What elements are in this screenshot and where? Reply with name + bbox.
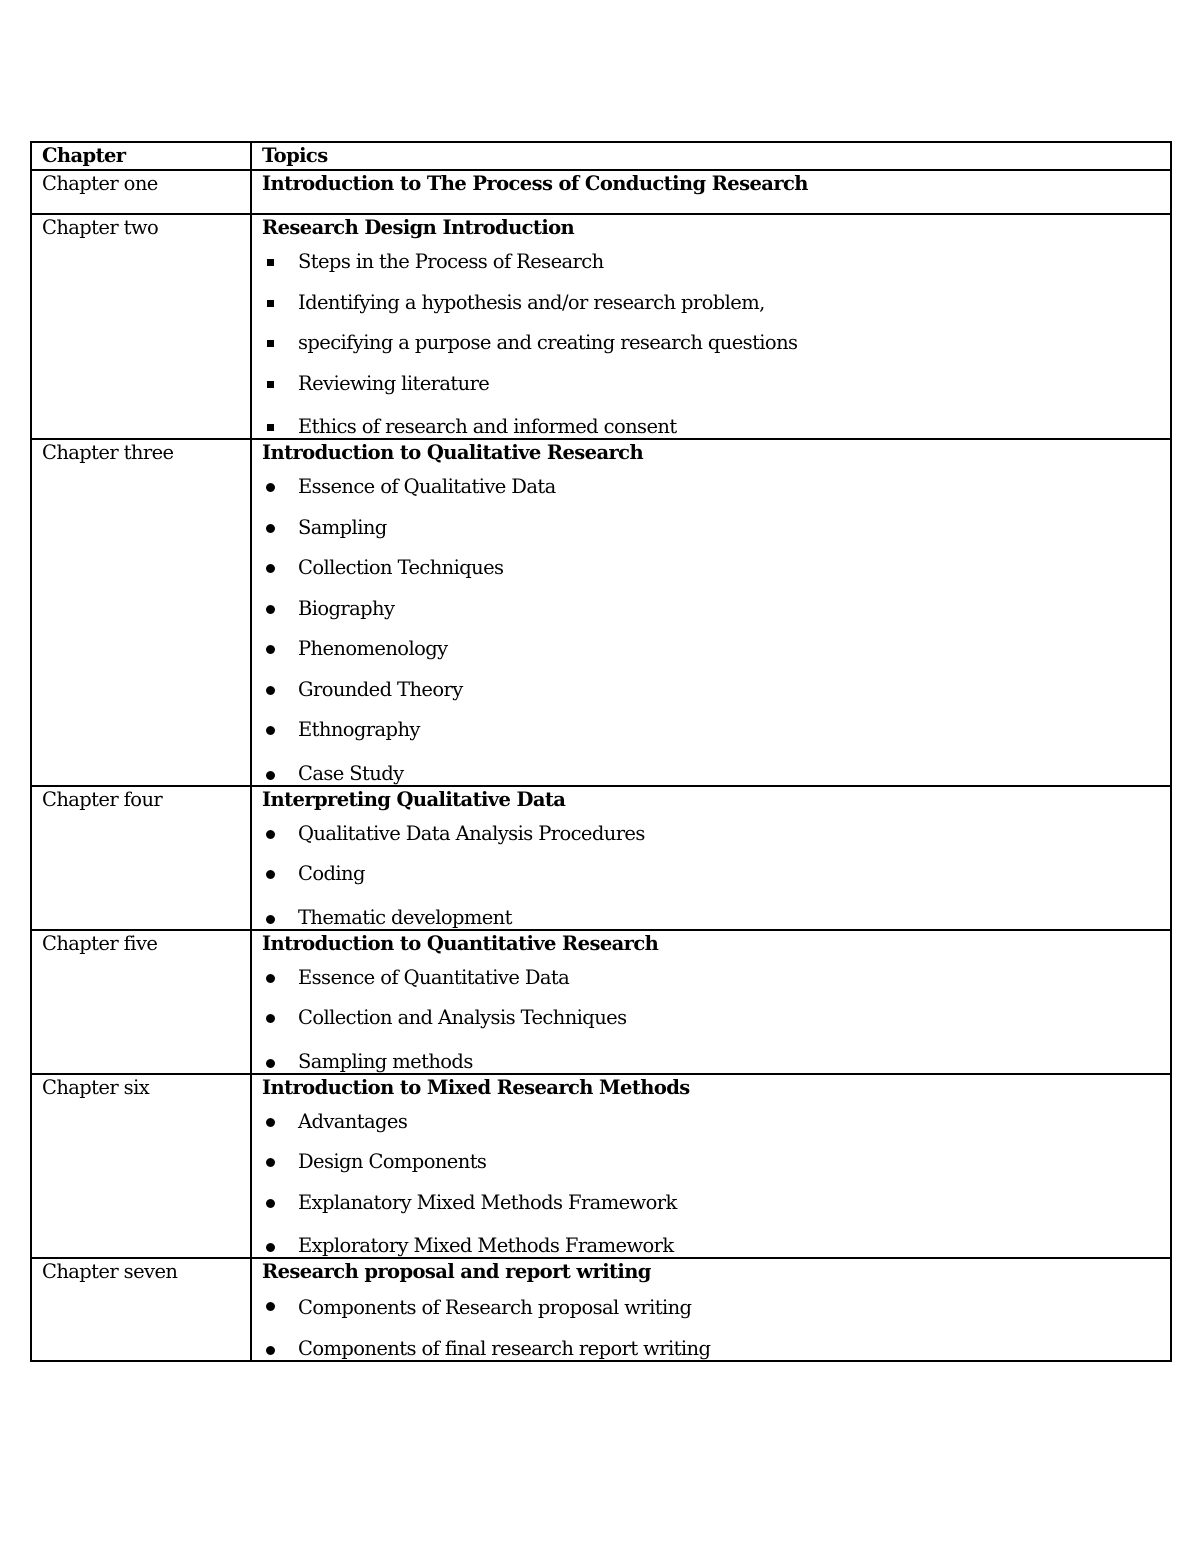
chapter-cell: Chapter five — [31, 930, 251, 1074]
topics-cell — [251, 1074, 1171, 1259]
disc-bullet-icon — [266, 751, 276, 785]
disc-bullet-icon — [266, 1286, 276, 1326]
table-header-row — [31, 142, 1171, 170]
topic-list — [252, 814, 1170, 929]
topics-cell — [251, 439, 1171, 786]
disc-bullet-icon — [266, 958, 276, 999]
topics-cell — [251, 930, 1171, 1074]
header-topics: Topics — [251, 142, 1171, 170]
topic-title: Interpreting Qualitative Data — [262, 787, 566, 811]
list-item: Collection Techniques — [252, 548, 1170, 589]
list-item: Ethnography — [252, 710, 1170, 751]
list-item: Collection and Analysis Techniques — [252, 998, 1170, 1039]
disc-bullet-icon — [266, 467, 276, 508]
topic-list — [252, 958, 1170, 1073]
list-item: Sampling — [252, 508, 1170, 549]
disc-bullet-icon — [266, 508, 276, 549]
list-item: Components of final research report writing — [252, 1326, 1170, 1360]
chapter-cell: Chapter three — [31, 439, 251, 786]
table-row — [31, 786, 1171, 930]
list-item: Components of Research proposal writing — [252, 1286, 1170, 1326]
table-row — [31, 170, 1171, 214]
list-item: Sampling methods — [252, 1039, 1170, 1073]
square-bullet-icon — [266, 364, 276, 405]
list-item: Steps in the Process of Research — [252, 242, 1170, 283]
list-item: Essence of Qualitative Data — [252, 467, 1170, 508]
topics-cell — [251, 214, 1171, 439]
list-item: specifying a purpose and creating research questions — [252, 323, 1170, 364]
list-item: Case Study — [252, 751, 1170, 785]
chapter-cell: Chapter six — [31, 1074, 251, 1259]
topic-title: Research Design Introduction — [262, 216, 575, 239]
chapter-cell: Chapter one — [31, 170, 251, 214]
topic-list — [252, 1102, 1170, 1258]
list-item: Essence of Quantitative Data — [252, 958, 1170, 999]
table-row — [31, 1074, 1171, 1259]
list-item: Coding — [252, 854, 1170, 895]
topics-cell — [251, 170, 1171, 214]
topic-title: Introduction to The Process of Conducting Research — [262, 172, 808, 195]
disc-bullet-icon — [266, 1142, 276, 1183]
header-chapter: Chapter — [31, 142, 251, 170]
topic-list — [252, 242, 1170, 438]
topic-title: Introduction to Quantitative Research — [262, 931, 659, 955]
disc-bullet-icon — [266, 710, 276, 751]
square-bullet-icon — [266, 242, 276, 283]
disc-bullet-icon — [266, 895, 276, 929]
list-item: Qualitative Data Analysis Procedures — [252, 814, 1170, 855]
disc-bullet-icon — [266, 670, 276, 711]
list-item: Advantages — [252, 1102, 1170, 1143]
list-item: Biography — [252, 589, 1170, 630]
square-bullet-icon — [266, 323, 276, 364]
disc-bullet-icon — [266, 1223, 276, 1257]
list-item: Identifying a hypothesis and/or research problem, — [252, 283, 1170, 324]
list-item: Explanatory Mixed Methods Framework — [252, 1183, 1170, 1224]
topic-title: Introduction to Mixed Research Methods — [262, 1075, 690, 1099]
syllabus-table — [30, 141, 1172, 1362]
list-item: Exploratory Mixed Methods Framework — [252, 1223, 1170, 1257]
disc-bullet-icon — [266, 854, 276, 895]
table-row — [31, 439, 1171, 786]
disc-bullet-icon — [266, 589, 276, 630]
disc-bullet-icon — [266, 1102, 276, 1143]
table-row — [31, 1258, 1171, 1361]
disc-bullet-icon — [266, 814, 276, 855]
topic-list — [252, 467, 1170, 785]
square-bullet-icon — [266, 404, 276, 438]
square-bullet-icon — [266, 283, 276, 324]
topics-cell — [251, 1258, 1171, 1361]
list-item: Reviewing literature — [252, 364, 1170, 405]
chapter-cell: Chapter four — [31, 786, 251, 930]
chapter-cell: Chapter seven — [31, 1258, 251, 1361]
list-item: Ethics of research and informed consent — [252, 404, 1170, 438]
topic-list — [252, 1286, 1170, 1360]
topic-title: Research proposal and report writing — [262, 1260, 651, 1283]
topics-cell — [251, 786, 1171, 930]
disc-bullet-icon — [266, 1326, 276, 1360]
table-row — [31, 930, 1171, 1074]
disc-bullet-icon — [266, 548, 276, 589]
topic-title: Introduction to Qualitative Research — [262, 441, 644, 464]
list-item: Design Components — [252, 1142, 1170, 1183]
disc-bullet-icon — [266, 629, 276, 670]
list-item: Thematic development — [252, 895, 1170, 929]
chapter-cell: Chapter two — [31, 214, 251, 439]
table-row — [31, 214, 1171, 439]
list-item: Phenomenology — [252, 629, 1170, 670]
disc-bullet-icon — [266, 1183, 276, 1224]
disc-bullet-icon — [266, 1039, 276, 1073]
list-item: Grounded Theory — [252, 670, 1170, 711]
disc-bullet-icon — [266, 998, 276, 1039]
